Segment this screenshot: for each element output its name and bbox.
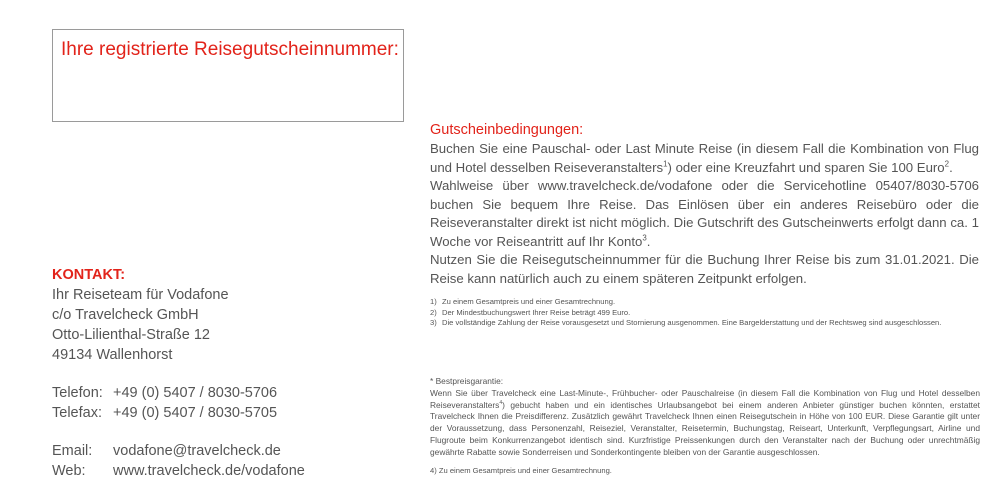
conditions-p1-text-b: ) oder eine Kreuzfahrt und sparen Sie 100 Euro (667, 159, 945, 175)
footnote-number: 3) (430, 318, 437, 327)
contact-fax-row (52, 403, 305, 423)
contact-phone-row (52, 383, 305, 403)
footnote-2 (430, 308, 979, 319)
voucher-number-title: Ihre registrierte Reisegutscheinnummer: (61, 39, 399, 60)
contact-block (52, 265, 305, 481)
email-link[interactable]: vodafone@travelcheck.de (113, 443, 281, 459)
fax-label: Telefax: (52, 405, 102, 421)
contact-spacer (52, 365, 305, 383)
phone-label: Telefon: (52, 385, 103, 401)
conditions-p1-text-c: . (949, 159, 953, 175)
contact-company: c/o Travelcheck GmbH (52, 307, 199, 323)
conditions-heading: Gutscheinbedingungen: (430, 122, 584, 138)
guarantee-heading: * Bestpreisgarantie: (430, 376, 504, 386)
conditions-footnotes (430, 297, 979, 329)
guarantee-text (430, 388, 980, 459)
phone-value[interactable]: +49 (0) 5407 / 8030-5706 (113, 385, 278, 401)
conditions-paragraph-3: Nutzen Sie die Reisegutscheinnummer für die Buchung Ihrer Reise bis zum 31.01.2021. Die Reise kann natürlich auch zu einem späteren Zeitpunkt erfolgen. (430, 252, 979, 286)
contact-heading: KONTAKT: (52, 267, 126, 283)
contact-web-row (52, 461, 305, 481)
guarantee-footnote: 4) Zu einem Gesamtpreis und einer Gesamtrechnung. (430, 465, 612, 475)
web-link[interactable]: www.travelcheck.de/vodafone (113, 463, 305, 479)
footnote-text: Der Mindestbuchungswert Ihrer Reise beträgt 499 Euro. (442, 307, 631, 317)
email-label: Email: (52, 443, 93, 459)
footnote-ref-2: 2 (944, 159, 950, 169)
voucher-conditions (430, 121, 979, 329)
contact-city: 49134 Wallenhorst (52, 347, 173, 363)
footnote-number: 1) (430, 297, 437, 306)
fax-value: +49 (0) 5407 / 8030-5705 (113, 405, 278, 421)
conditions-p2-text-a: Wahlweise über www.travelcheck.de/vodafone oder die Servicehotline 05407/8030-5706 buchen Sie bequem Ihre Reise. Das Einlösen über ein anderes Reisebüro oder die Reiseveranstalter direkt ist nicht möglich. Die Gutschrift des Gutscheinwerts erfolgt dann ca. 1 Woche vor Reiseantritt auf Ihr Konto (430, 178, 979, 249)
conditions-p2-text-b: . (646, 233, 651, 249)
footnote-number: 2) (430, 307, 437, 317)
voucher-number-box[interactable] (52, 29, 404, 122)
footnote-ref-3: 3 (642, 233, 647, 243)
contact-street: Otto-Lilienthal-Straße 12 (52, 327, 210, 343)
contact-team: Ihr Reiseteam für Vodafone (52, 287, 229, 303)
contact-email-row (52, 441, 305, 461)
contact-spacer-2 (52, 423, 305, 441)
conditions-paragraph-2 (430, 177, 979, 251)
footnote-3 (430, 318, 979, 329)
conditions-paragraph-1 (430, 140, 979, 177)
footnote-ref-1: 1 (663, 159, 668, 169)
best-price-guarantee (430, 376, 980, 476)
footnote-text: Zu einem Gesamtpreis und einer Gesamtrechnung. (442, 297, 616, 306)
footnote-text: Die vollständige Zahlung der Reise vorausgesetzt und Stornierung ausgenommen. Eine Bargelderstattung und der Rechtsweg sind ausgeschlossen. (442, 318, 942, 327)
conditions-p1-text-a: Buchen Sie eine Pauschal- oder Last Minute Reise (in diesem Fall die Kombination von Flug und Hotel desselben Reiseveranstalters (430, 141, 979, 175)
guarantee-text-b: ) gebucht haben und ein identisches Urlaubsangebot bei einem anderen Anbieter günstiger buchen könnten, erstattet Travelcheck Ihnen die Preisdifferenz. Zusätzlich gewährt Travelcheck Ihnen einen Reisegutschein in Höhe von 100 EUR. Diese Garantie gilt unter der Voraussetzung, dass Personenzahl, Reiseziel, Veranstalter, Reisetermin, Buchungstag, Reiseart, Unterkunft, Verpflegungsart, Airline und Flugroute beim Konkurrenzangebot identisch sind. Kurzfristige Preissenkungen durch den Veranstalter nach der Buchung oder unrechtmäßig gewährte Rabatte sowie Sonderreisen und Sonderkontingente bleiben von der Garantie ausgeschlossen. (430, 399, 980, 457)
footnote-1 (430, 297, 979, 308)
web-label: Web: (52, 463, 86, 479)
guarantee-text-a: Wenn Sie über Travelcheck eine Last-Minute-, Frühbucher- oder Pauschalreise (in diesem Fall die Kombination von Flug und Hotel desselben Reiseveranstalters (430, 387, 980, 410)
footnote-ref-4: 4 (499, 399, 503, 406)
